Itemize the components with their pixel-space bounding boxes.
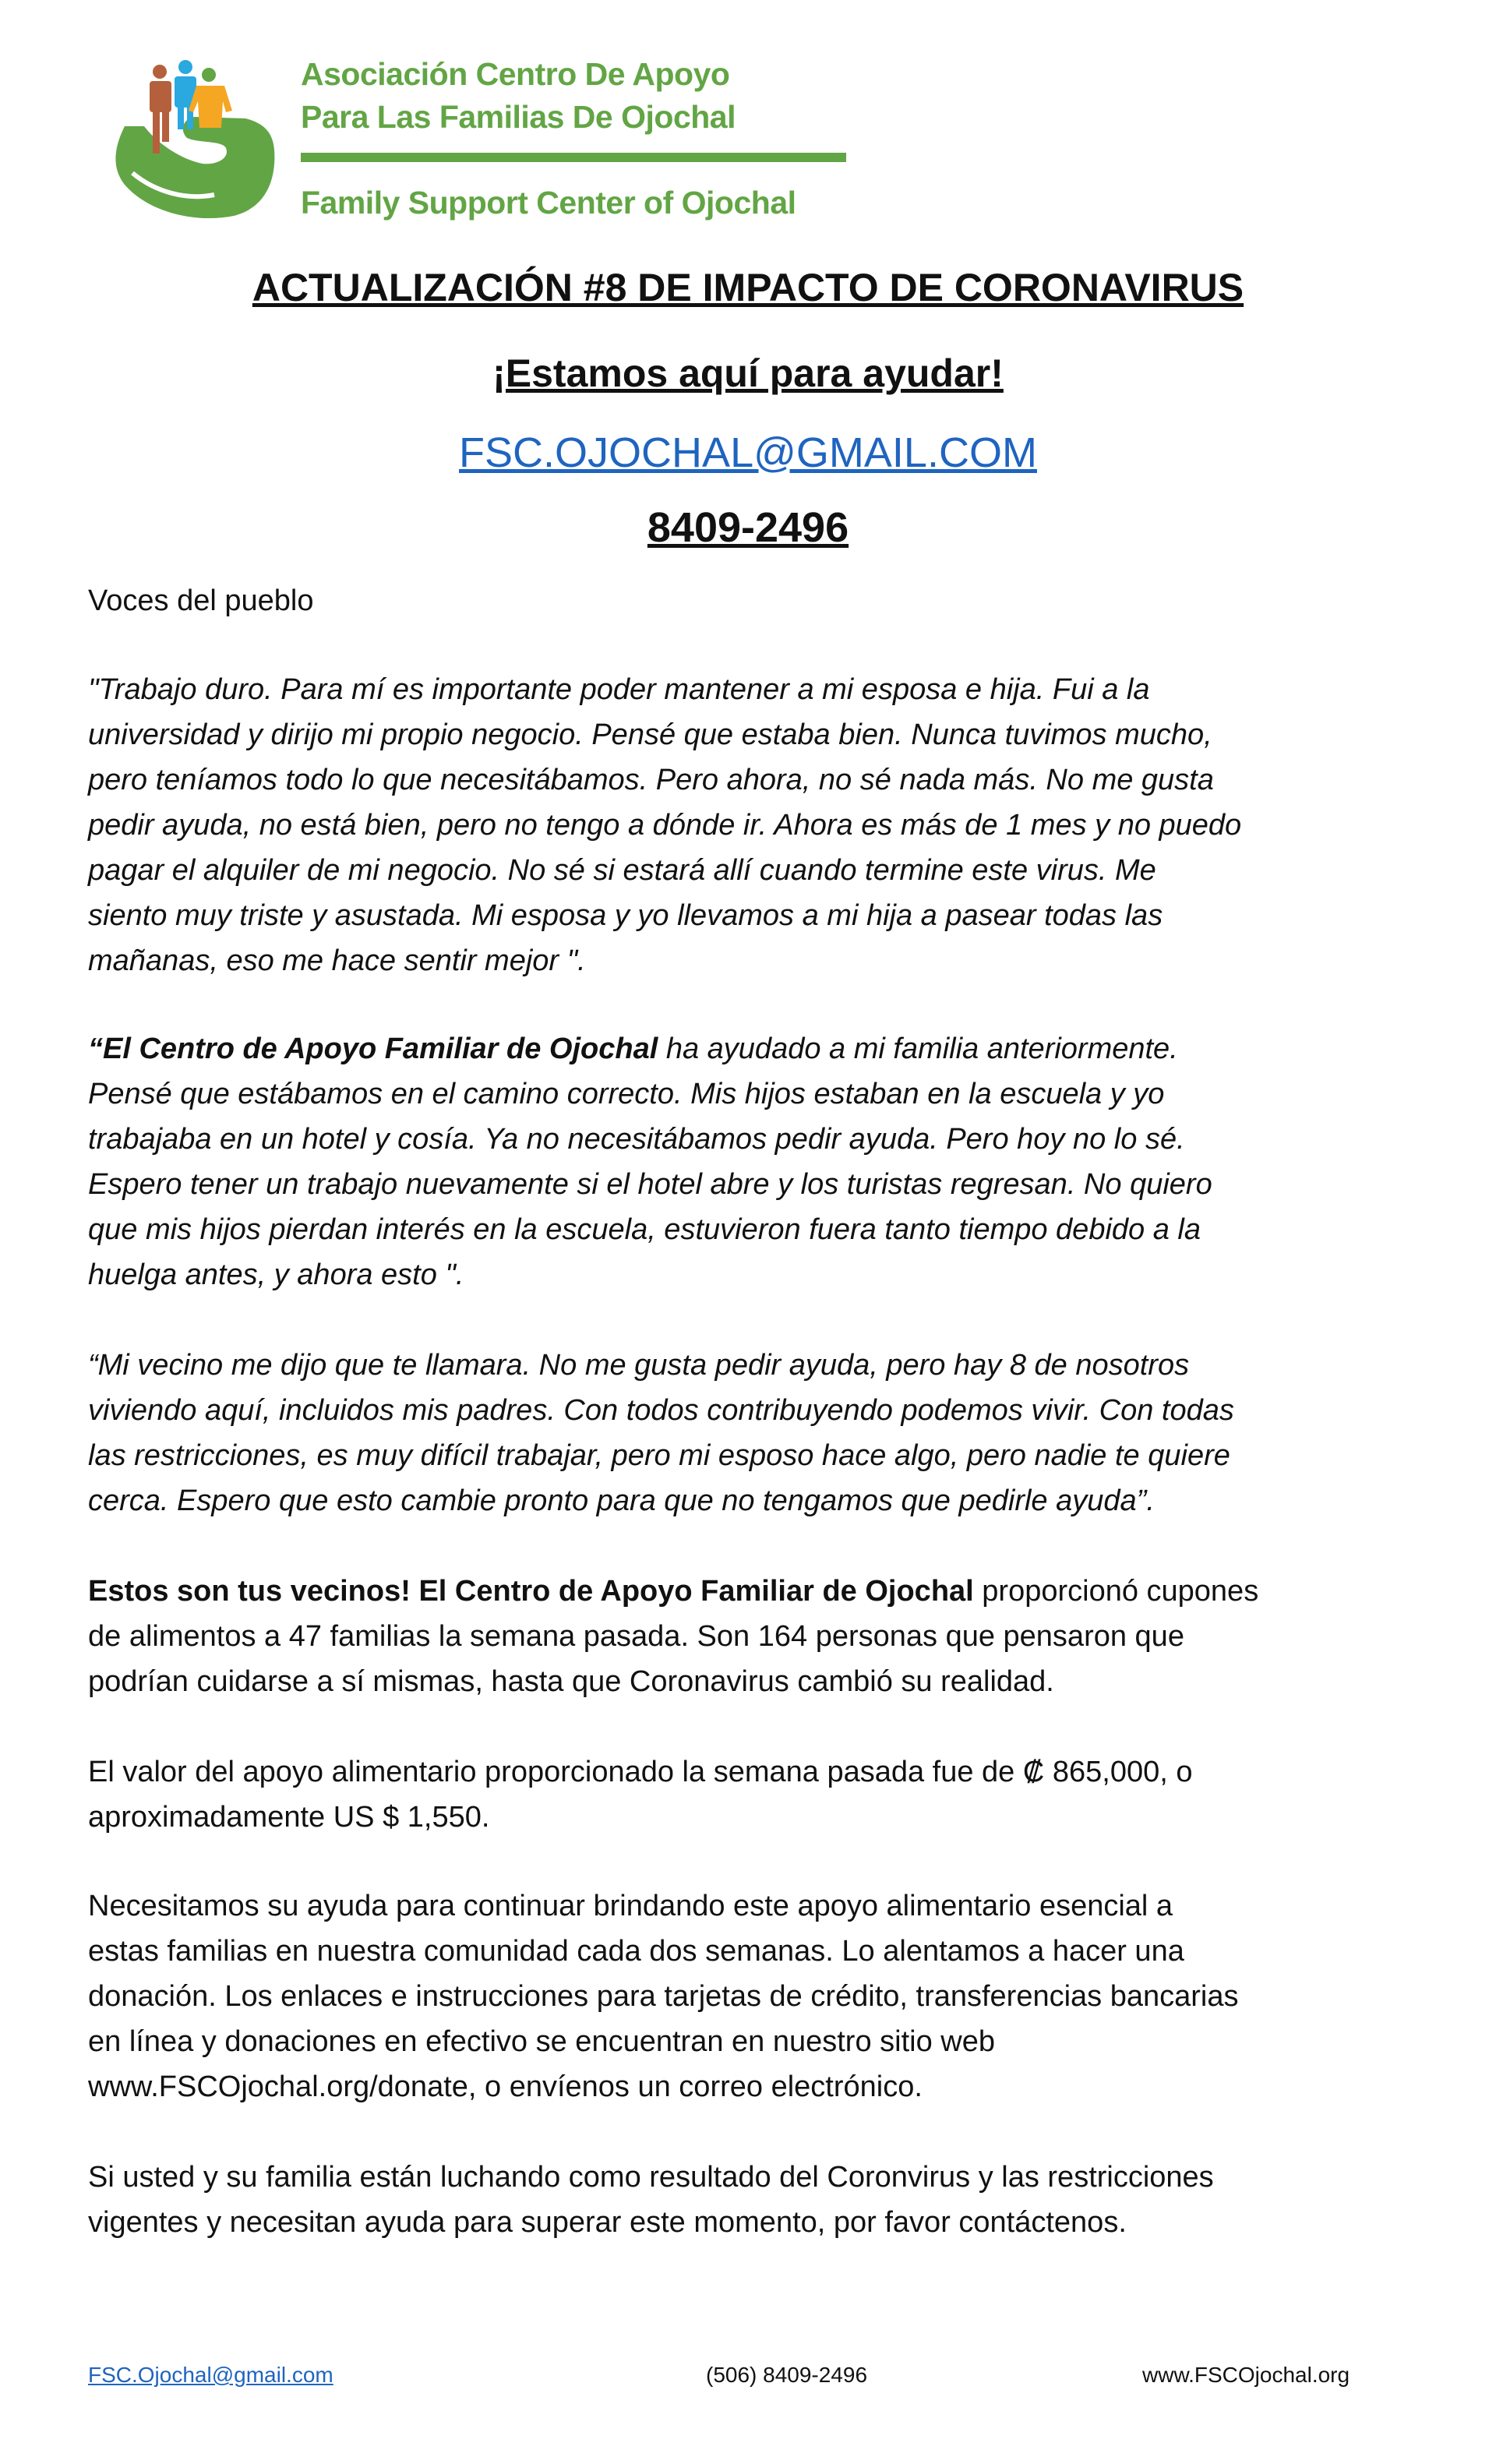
paragraph-neighbors: Estos son tus vecinos! El Centro de Apoyo Familiar de Ojochal proporcionó cupones de alimentos a 47 familias la semana pasada. Son 164 personas que pensaron que podrían cuidarse a sí mismas, hasta que Coronavirus cambió su realidad. [88, 1575, 1259, 1698]
page-subtitle: ¡Estamos aquí para ayudar! [492, 351, 1004, 395]
page-title: ACTUALIZACIÓN #8 DE IMPACTO DE CORONAVIRUS [252, 266, 1244, 309]
logo [109, 56, 288, 224]
hand-holding-family-icon [109, 56, 288, 224]
header-email-link[interactable]: FSC.OJOCHAL@GMAIL.COM [459, 429, 1037, 476]
logo-name-line-1: Asociación Centro De Apoyo [301, 56, 730, 92]
footer-email-link[interactable]: FSC.Ojochal@gmail.com [88, 2363, 333, 2387]
quote-3: “Mi vecino me dijo que te llamara. No me gusta pedir ayuda, pero hay 8 de nosotros viviendo aquí, incluidos mis padres. Con todos contribuyendo podemos vivir. Con todas las restricciones, es muy difícil trabajar, pero mi esposo hace algo, pero nadie te quiere cerca. Espero que esto cambie pronto para que no tengamos que pedirle ayuda”. [88, 1349, 1234, 1517]
paragraph-contact: Si usted y su familia están luchando como resultado del Coronvirus y las restricciones vigentes y necesitan ayuda para superar este momento, por favor contáctenos. [88, 2161, 1214, 2239]
section-heading: Voces del pueblo [88, 584, 314, 617]
paragraph-value: El valor del apoyo alimentario proporcionado la semana pasada fue de ₡ 865,000, o aproximadamente US $ 1,550. [88, 1756, 1193, 1834]
footer-phone: (506) 8409-2496 [706, 2363, 868, 2387]
quote-2: “El Centro de Apoyo Familiar de Ojochal ha ayudado a mi familia anteriormente. Pensé que estábamos en el camino correcto. Mis hijos estaban en la escuela y yo trabajaba en un hotel y cosía. Ya no necesitábamos pedir ayuda. Pero hoy no lo sé. Espero tener un trabajo nuevamente si el hotel abre y los turistas regresan. No quiero que mis hijos pierdan interés en la escuela, estuvieron fuera tanto tiempo debido a la huelga antes, y ahora esto ". [88, 1033, 1212, 1291]
header-phone: 8409-2496 [647, 504, 849, 551]
logo-name-line-2: Para Las Familias De Ojochal [301, 99, 736, 135]
paragraph-donation: Necesitamos su ayuda para continuar brindando este apoyo alimentario esencial a estas familias en nuestra comunidad cada dos semanas. Lo alentamos a hacer una donación. Los enlaces e instrucciones para tarjetas de crédito, transferencias bancarias en línea y donaciones en efectivo se encuentran en nuestro sitio web www.FSCOjochal.org/donate, o envíenos un correo electrónico. [88, 1890, 1239, 2103]
logo-name-english: Family Support Center of Ojochal [301, 185, 796, 221]
footer-website: www.FSCOjochal.org [1142, 2363, 1350, 2387]
quote-1: "Trabajo duro. Para mí es importante poder mantener a mi esposa e hija. Fui a la universidad y dirijo mi propio negocio. Pensé que estaba bien. Nunca tuvimos mucho, pero teníamos todo lo que necesitábamos. Pero ahora, no sé nada más. No me gusta pedir ayuda, no está bien, pero no tengo a dónde ir. Ahora es más de 1 mes y no puedo pagar el alquiler de mi negocio. No sé si estará allí cuando termine este virus. Me siento muy triste y asustada. Mi esposa y yo llevamos a mi hija a pasear todas las mañanas, eso me hace sentir mejor ". [88, 673, 1242, 977]
logo-divider [301, 153, 846, 162]
